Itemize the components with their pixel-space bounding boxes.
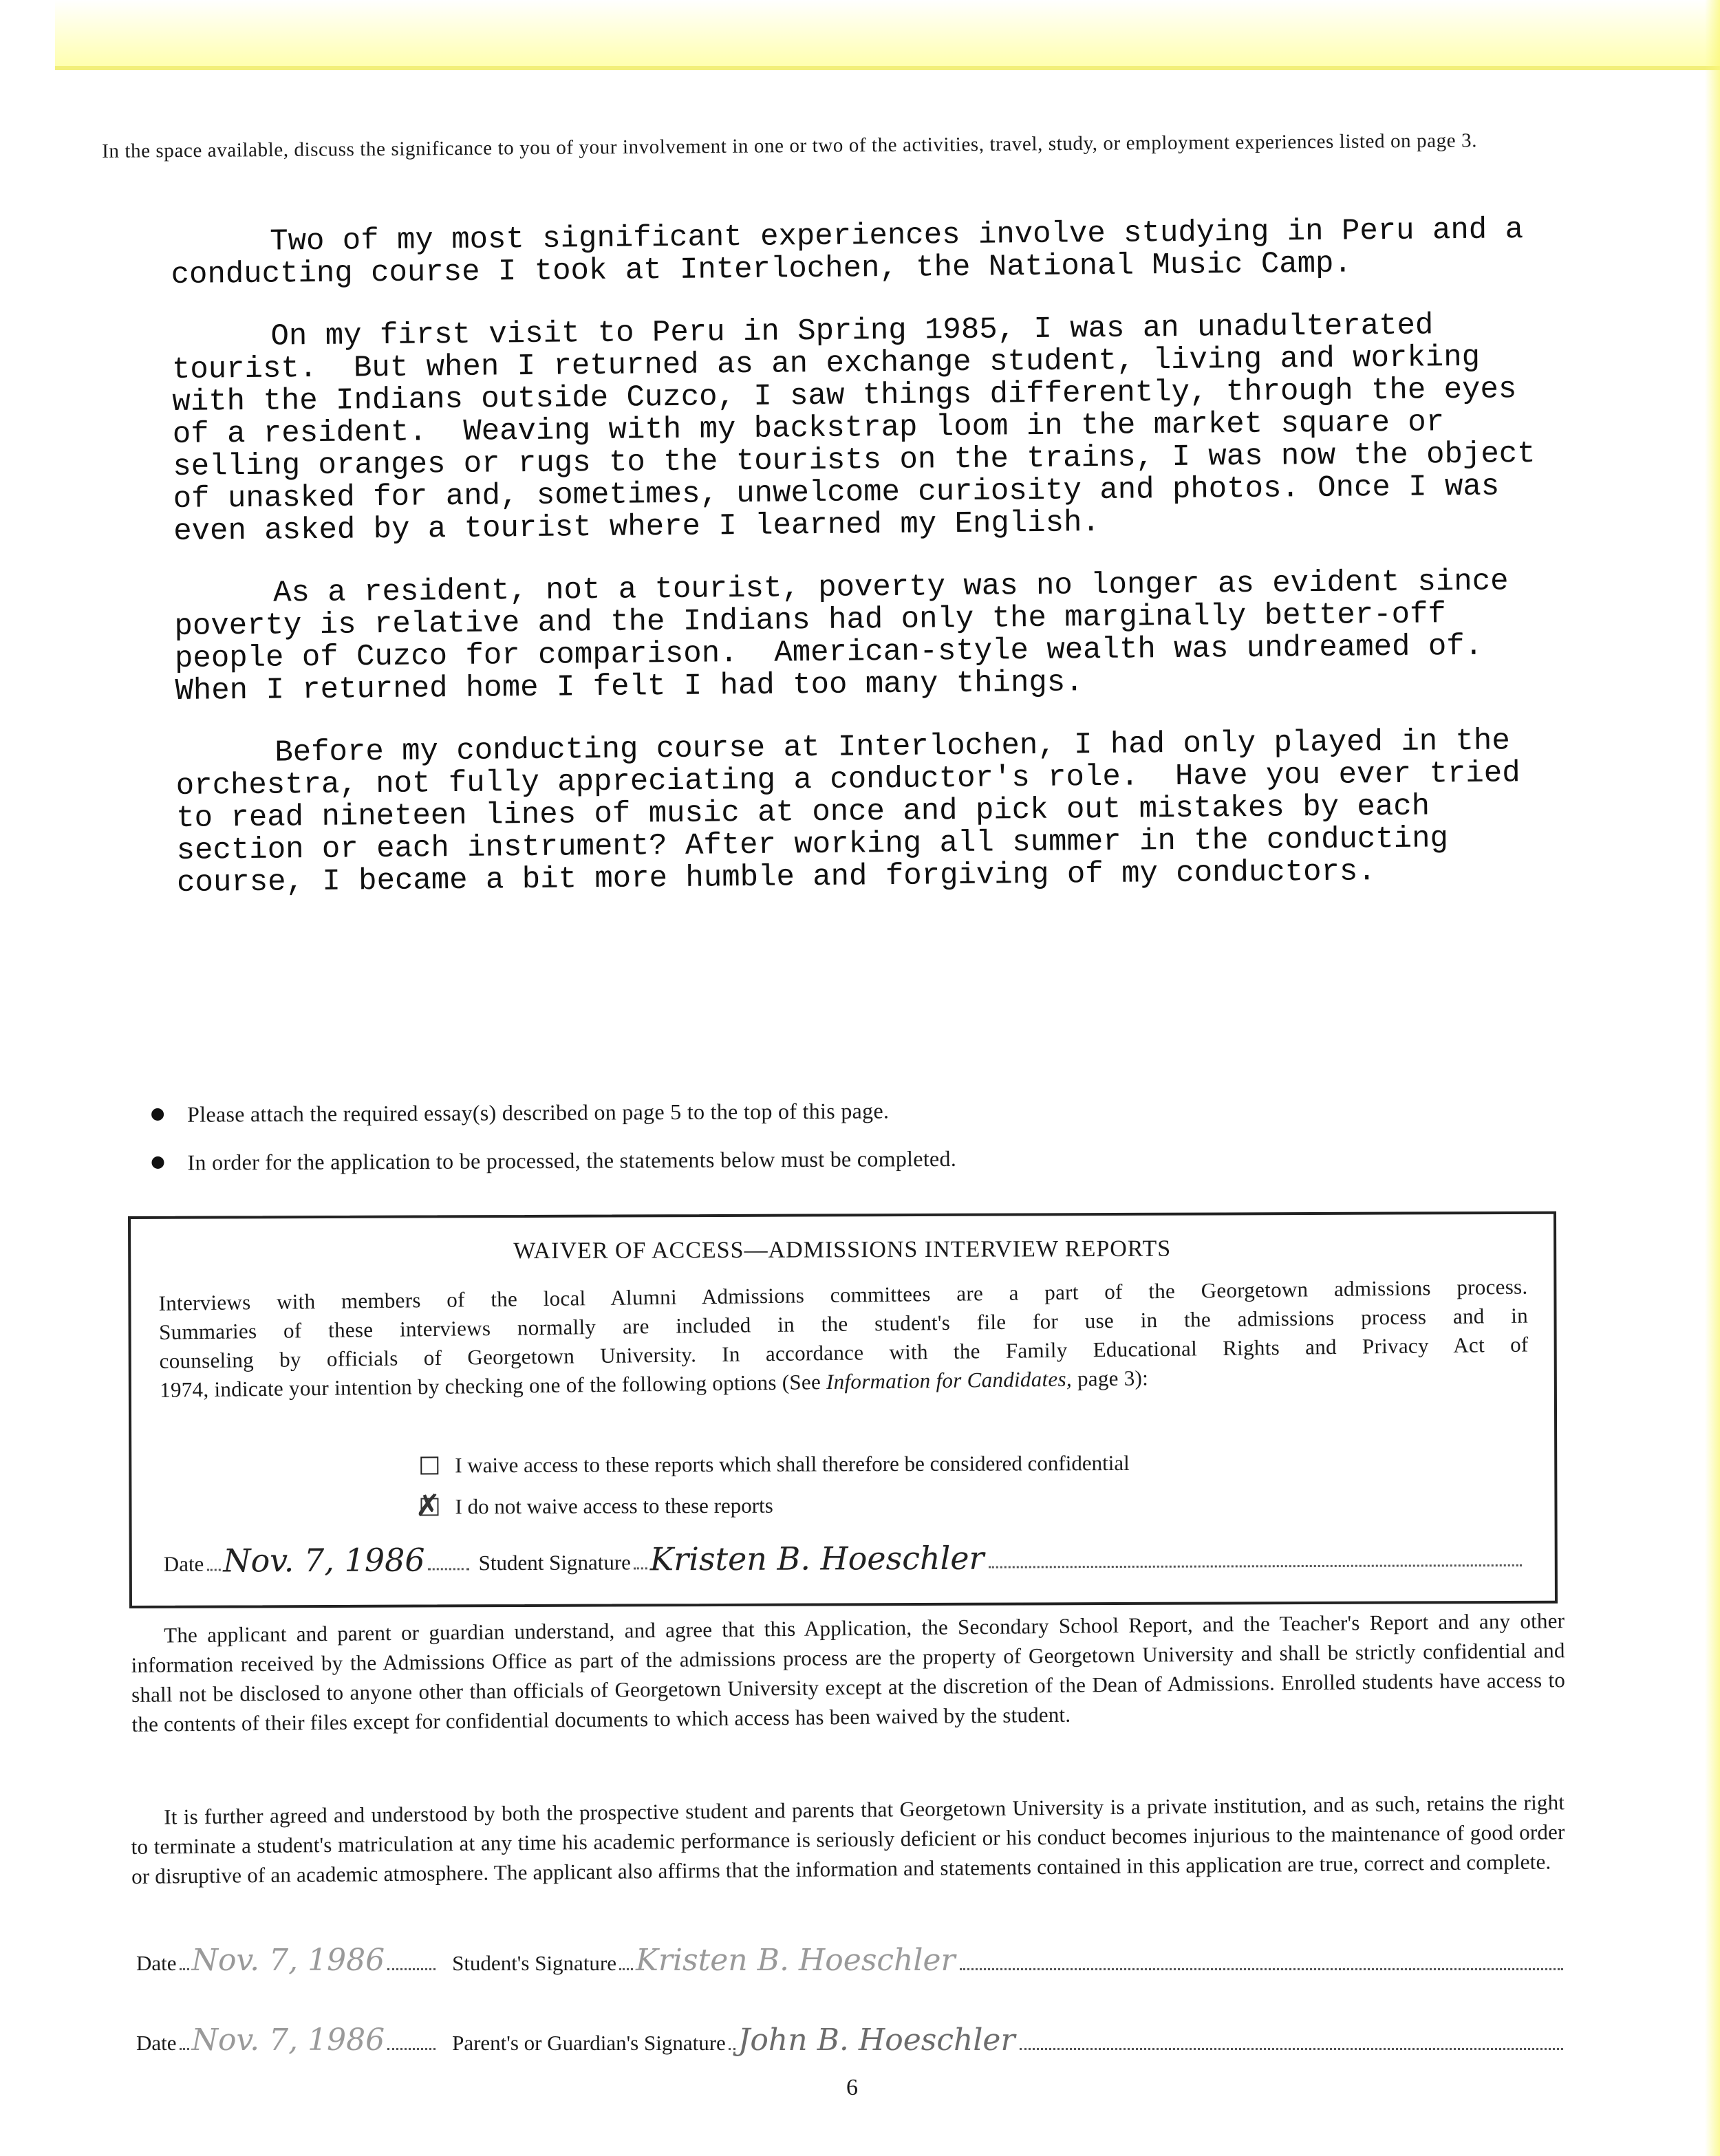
not-waive-option[interactable] (415, 1488, 773, 1524)
parent-sig-value[interactable]: John B. Hoeschler (738, 2023, 1015, 2058)
waiver-line: Interviews with members of the local Alumni Admissions committees are a part of the Georgetown admissions process. (158, 1274, 1528, 1315)
waive-checkbox[interactable] (420, 1456, 438, 1474)
instruction-text: In order for the application to be processed, the statements below must be completed. (187, 1145, 957, 1175)
date-label: Date (163, 1551, 204, 1576)
agreement-paragraph (131, 1606, 1566, 1739)
parent-sig-label: Parent's or Guardian's Signature (452, 2031, 726, 2055)
student-signature-value[interactable]: Kristen B. Hoeschler (649, 1539, 985, 1578)
essay-paragraph: Before my conducting course at Interlochen, I had only played in the orchestra, not fully appreciating a conductor's role. Have you ever tried to read nineteen lines of music at once and pick out mistakes by each section or each instrument? After working all summer in the conducting course, I became a bit more humble and forgiving of my conductors. (175, 724, 1539, 901)
date-label: Date (136, 1951, 177, 1975)
student-sig-label: Student's Signature (452, 1951, 617, 1975)
waiver-date-value[interactable]: Nov. 7, 1986 (223, 1541, 425, 1580)
waiver-body (158, 1273, 1529, 1405)
not-waive-checkbox[interactable] (415, 1488, 441, 1524)
dotted-line (960, 1968, 1563, 1970)
bullet-icon (151, 1156, 164, 1169)
essay-prompt: In the space available, discuss the significance to you of your involvement in one or two of the activities, travel, study, or employment experiences listed on page 3. (102, 129, 1478, 162)
indent (131, 1642, 164, 1643)
student-date-value[interactable]: Nov. 7, 1986 (191, 1943, 385, 1978)
check-x-icon: ✗ (415, 1488, 441, 1524)
instruction-item (151, 1095, 1321, 1128)
dotted-line (634, 1567, 647, 1569)
waiver-title: WAIVER OF ACCESS—ADMISSIONS INTERVIEW REPORTS (513, 1236, 1172, 1264)
waiver-reference-title: Information for Candidates, (826, 1366, 1073, 1394)
student-signature-label: Student Signature (478, 1550, 631, 1575)
dotted-line (989, 1564, 1522, 1569)
dotted-line (387, 1968, 436, 1970)
dotted-line (206, 1569, 220, 1571)
parent-date-value[interactable]: Nov. 7, 1986 (191, 2023, 385, 2058)
essay-paragraph: Two of my most significant experiences involve studying in Peru and a conducting course I took at Interlochen, the National Music Camp. (171, 212, 1542, 292)
instruction-item (151, 1143, 1321, 1176)
bullet-icon (151, 1108, 164, 1121)
waiver-signature-line (163, 1539, 1526, 1580)
yellow-paper-edge-right (1705, 0, 1720, 2156)
agreement-text: It is further agreed and understood by both the prospective student and parents that Georgetown University is a private institution, and as such, retains the right to terminate a student's matriculation at any time his academic performance is seriously deficient or his conduct becomes injurious to the maintenance of good order or disruptive of an academic atmosphere. The applicant also affirms that the information and statements contained in this application are true, correct and complete. (131, 1790, 1565, 1888)
instruction-text: Please attach the required essay(s) described on page 5 to the top of this page. (187, 1098, 890, 1127)
essay-text (171, 214, 1554, 930)
waiver-line-text: 1974, indicate your intention by checking one of the following options (See (159, 1369, 827, 1402)
dotted-line (729, 2048, 735, 2050)
agreement-paragraph (131, 1787, 1565, 1891)
not-waive-option-label: I do not waive access to these reports (455, 1493, 773, 1519)
dotted-line (1020, 2048, 1564, 2050)
dotted-line (428, 1568, 469, 1570)
waiver-line: Summaries of these interviews normally are included in the student's file for use in the admissions process and in (158, 1303, 1529, 1344)
yellow-paper-edge-top (55, 0, 1720, 70)
waiver-line: counseling by officials of Georgetown University. In accordance with the Family Educational Rights and Privacy Act of (159, 1332, 1529, 1373)
agreement-text: The applicant and parent or guardian understand, and agree that this Application, the Secondary School Report, and the Teacher's Report and any other information received by the Admissions Office as part of the admissions process are the property of Georgetown University and shall be strictly confidential and shall not be disclosed to anyone other than officials of Georgetown University except at the discretion of the Dean of Admissions. Enrolled students have access to the contents of their files except for confidential documents to which access has been waived by the student. (131, 1608, 1566, 1736)
page-number: 6 (846, 2075, 858, 2100)
student-signature-row (136, 1945, 1567, 1976)
essay-paragraph: On my first visit to Peru in Spring 1985, I was an unadulterated tourist. But when I returned as an exchange student, living and working with the Indians outside Cuzco, I saw things differently, through the eyes of a resident. Weaving with my backstrap loom in the market square or selling oranges or rugs to the tourists on the trains, I was now the object of unasked for and, sometimes, unwelcome curiosity and photos. Once I was even asked by a tourist where I learned my English. (171, 308, 1554, 549)
instruction-list (151, 1095, 1322, 1197)
date-label: Date (136, 2031, 177, 2055)
waive-option[interactable] (420, 1451, 1130, 1478)
parent-signature-row (136, 2025, 1567, 2056)
dotted-line (619, 1968, 633, 1970)
waiver-box (128, 1211, 1558, 1608)
student-sig-value[interactable]: Kristen B. Hoeschler (636, 1943, 956, 1978)
waiver-line-text: page 3): (1071, 1366, 1149, 1391)
waive-option-label: I waive access to these reports which shall therefore be considered confidential (455, 1450, 1130, 1478)
dotted-line (387, 2048, 436, 2050)
dotted-line (180, 1968, 189, 1970)
dotted-line (180, 2048, 189, 2050)
essay-paragraph: As a resident, not a tourist, poverty was no longer as evident since poverty is relative and the Indians had only the marginally better-off people of Cuzco for comparison. American-style wealth was undreamed of. When I returned home I felt I had too many things. (174, 564, 1527, 709)
